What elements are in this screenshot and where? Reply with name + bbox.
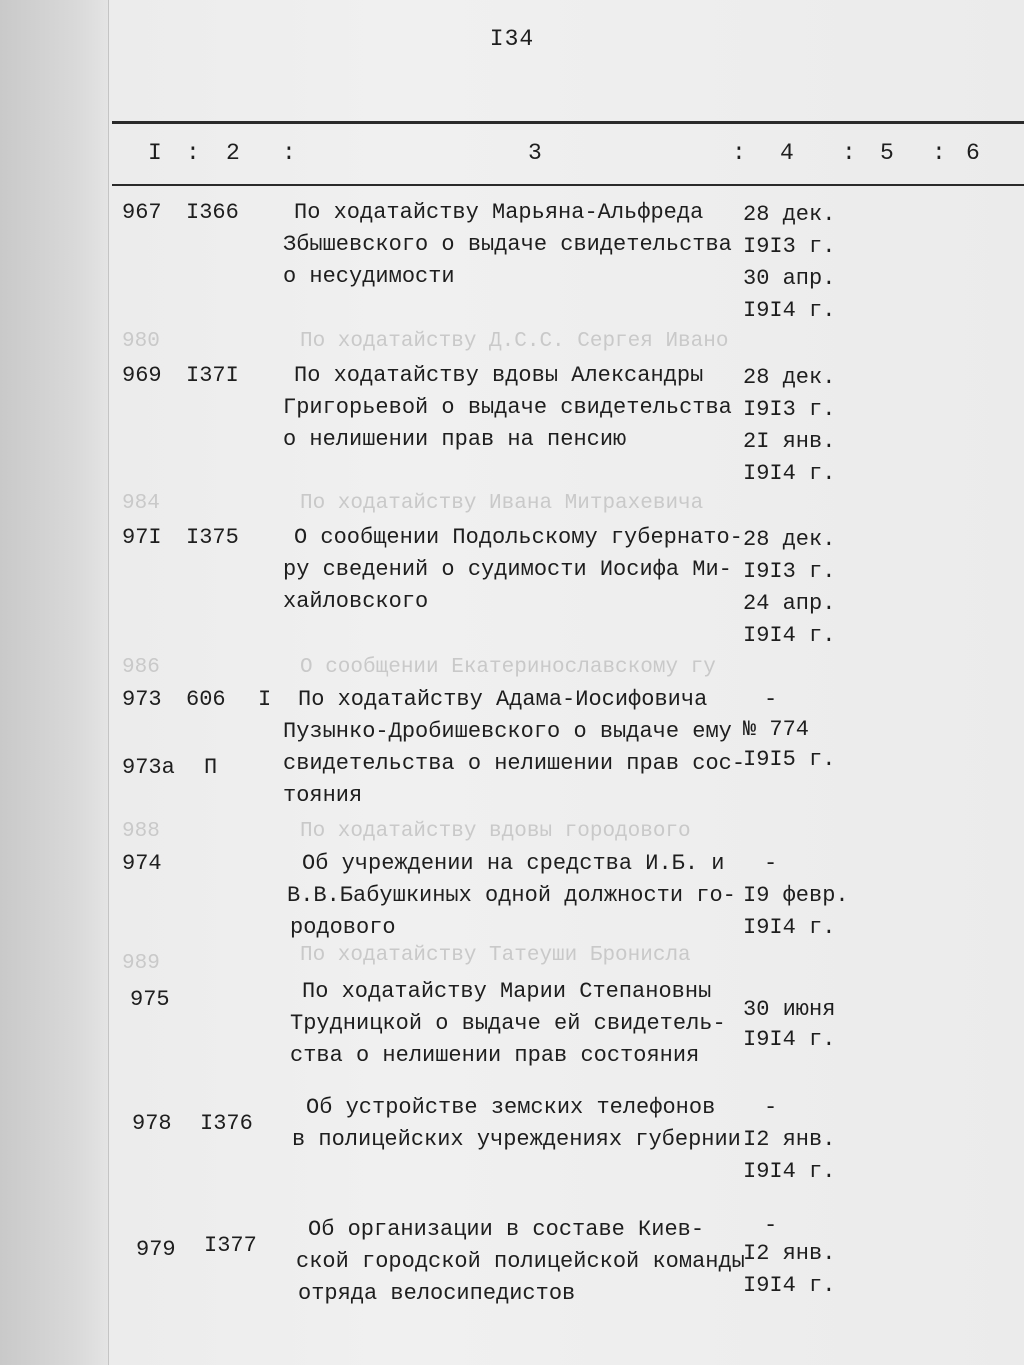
entry-title-line: о нелишении прав на пенсию — [283, 427, 627, 452]
entry-title-line: Трудницкой о выдаче ей свидетель- — [290, 1011, 726, 1036]
entry-date-line: 30 июня — [743, 997, 836, 1022]
entry-number: 978 — [132, 1111, 172, 1136]
entry-number: 975 — [130, 987, 170, 1012]
archive-number: I37I — [186, 363, 239, 388]
table-top-rule — [112, 121, 1024, 124]
archive-number: I377 — [204, 1233, 257, 1258]
entry-number: 973 — [122, 687, 162, 712]
previous-page-edge — [0, 0, 109, 1365]
entry-title-line: По ходатайству Марии Степановны — [302, 979, 712, 1004]
entry-date-line: 30 апр. — [743, 266, 836, 291]
sub-entry-number: 973а — [122, 755, 175, 780]
entry-date-line: 28 дек. — [743, 202, 836, 227]
entry-number: 979 — [136, 1237, 176, 1262]
table-header-rule — [112, 184, 1024, 186]
table-header — [0, 140, 1024, 180]
entry-number: 974 — [122, 851, 162, 876]
page-number: I34 — [489, 26, 535, 52]
archive-number: I366 — [186, 200, 239, 225]
entry-title-line: Об устройстве земских телефонов — [306, 1095, 716, 1120]
entry-title-line: Об организации в составе Киев- — [308, 1217, 705, 1242]
entry-date-line: I2 янв. — [743, 1127, 836, 1152]
entry-date-line: 24 апр. — [743, 591, 836, 616]
entry-title-line: По ходатайству вдовы Александры — [294, 363, 704, 388]
entry-date-line: I2 янв. — [743, 1241, 836, 1266]
header-separator: : — [732, 140, 746, 166]
archive-number: I376 — [200, 1111, 253, 1136]
entry-title-line: О сообщении Подольскому губернато- — [294, 525, 743, 550]
sub-entry-mark: П — [204, 755, 218, 780]
entry-title-line: отряда велосипедистов — [298, 1281, 576, 1306]
archive-number: I375 — [186, 525, 239, 550]
entry-date-line: I9I3 г. — [743, 234, 836, 259]
entry-date-line: I9I3 г. — [743, 397, 836, 422]
header-separator: : — [282, 140, 296, 166]
entry-title-line: Збышевского о выдаче свидетельства — [283, 232, 732, 257]
entry-date-line: I9I4 г. — [743, 298, 836, 323]
entry-date-line: I9I5 г. — [743, 747, 836, 772]
entry-title-line: о несудимости — [283, 264, 455, 289]
entry-title-line: родового — [290, 915, 396, 940]
header-separator: : — [186, 140, 200, 166]
entry-date-line: - — [764, 1213, 778, 1238]
entry-date-line: - — [764, 1095, 778, 1120]
entry-date-line: - — [764, 687, 778, 712]
entry-date-line: № 774 — [743, 717, 810, 742]
entry-title-line: Об учреждении на средства И.Б. и — [302, 851, 725, 876]
entry-title-line: ру сведений о судимости Иосифа Ми- — [283, 557, 732, 582]
entry-date-line: 2I янв. — [743, 429, 836, 454]
entry-title-line: По ходатайству Адама-Иосифовича — [298, 687, 708, 712]
entry-title-line: ства о нелишении прав состояния — [290, 1043, 700, 1068]
entry-date-line: I9I4 г. — [743, 1027, 836, 1052]
entry-mark: I — [258, 687, 272, 712]
entry-title-line: В.В.Бабушкиных одной должности го- — [287, 883, 736, 908]
entry-date-line: I9I4 г. — [743, 461, 836, 486]
archive-number: 606 — [186, 687, 226, 712]
header-separator: : — [932, 140, 946, 166]
entry-number: 97I — [122, 525, 162, 550]
entry-date-line: I9I4 г. — [743, 915, 836, 940]
entry-number: 969 — [122, 363, 162, 388]
entry-date-line: I9I4 г. — [743, 1273, 836, 1298]
entry-date-line: - — [764, 851, 778, 876]
header-col-4: 4 — [780, 140, 794, 166]
header-col-1: I — [148, 140, 162, 166]
entry-title-line: Григорьевой о выдаче свидетельства — [283, 395, 732, 420]
entry-title-line: По ходатайству Марьяна-Альфреда — [294, 200, 704, 225]
entry-title-line: в полицейских учреждениях губернии — [292, 1127, 741, 1152]
entry-date-line: I9I4 г. — [743, 1159, 836, 1184]
entry-title-line: Пузынко-Дробишевского о выдаче ему — [283, 719, 732, 744]
entry-title-line: свидетельства о нелишении прав сос- — [283, 751, 746, 776]
entry-number: 967 — [122, 200, 162, 225]
entry-date-line: 28 дек. — [743, 527, 836, 552]
header-col-5: 5 — [880, 140, 894, 166]
header-separator: : — [842, 140, 856, 166]
header-col-2: 2 — [226, 140, 240, 166]
entry-title-line: хайловского — [283, 589, 429, 614]
entry-title-line: тояния — [283, 783, 363, 808]
header-col-6: 6 — [966, 140, 980, 166]
entry-date-line: I9I4 г. — [743, 623, 836, 648]
entry-title-line: ской городской полицейской команды — [296, 1249, 745, 1274]
entry-date-line: I9I3 г. — [743, 559, 836, 584]
header-col-3: 3 — [528, 140, 542, 166]
entry-date-line: 28 дек. — [743, 365, 836, 390]
entry-date-line: I9 февр. — [743, 883, 849, 908]
document-page: 980 По ходатайству Д.С.С. Сергея Ивано 984 По ходатайству Ивана Митрахевича 986 О сообщении Екатеринославскому гу 988 По ходатайству вдовы городового 989 По ходатайству Татеуши Бронисла I34 I : 2 : 3 : 4 : 5 : 6 967 I366 По ходатайству Марьяна-Альфреда Збышевского о выдаче свидетельства о несудимости 28 дек. I9I3 г. 30 апр. I9I4 г. 969 I37I По ходатайству вдовы Александры Григорьевой о выдаче свидетельства о нелишении прав на пенсию 28 дек. I9I3 г. 2I янв. I9I4 г. 97I I375 О сообщении Подольскому губернато- ру сведений о судимости Иосифа Ми- хайловского 28 дек. I9I3 г. 24 апр. I9I4 г. 973 606 I По ходатайству Адама-Иосифовича Пузынко-Дробишевского о выдаче ему свидетельства о нелишении прав сос- тояния 973а П - № 774 I9I5 г. 974 Об учреждении на средства И.Б. и В.В.Бабушкиных одной должности го- родового - I9 февр. I9I4 г. 975 По ходатайству Марии Степановны Трудницкой о выдаче ей свидетель- ства о нелишении прав состояния 30 июня I9I4 г. 978 I376 Об устройстве земских телефонов в полицейских учреждениях губернии - I2 янв. I9I4 г. 979 I377 Об организации в составе Киев- ской городской полицейской команды отряда велосипедистов - I2 янв. I9I4 г. — [0, 0, 1024, 1365]
